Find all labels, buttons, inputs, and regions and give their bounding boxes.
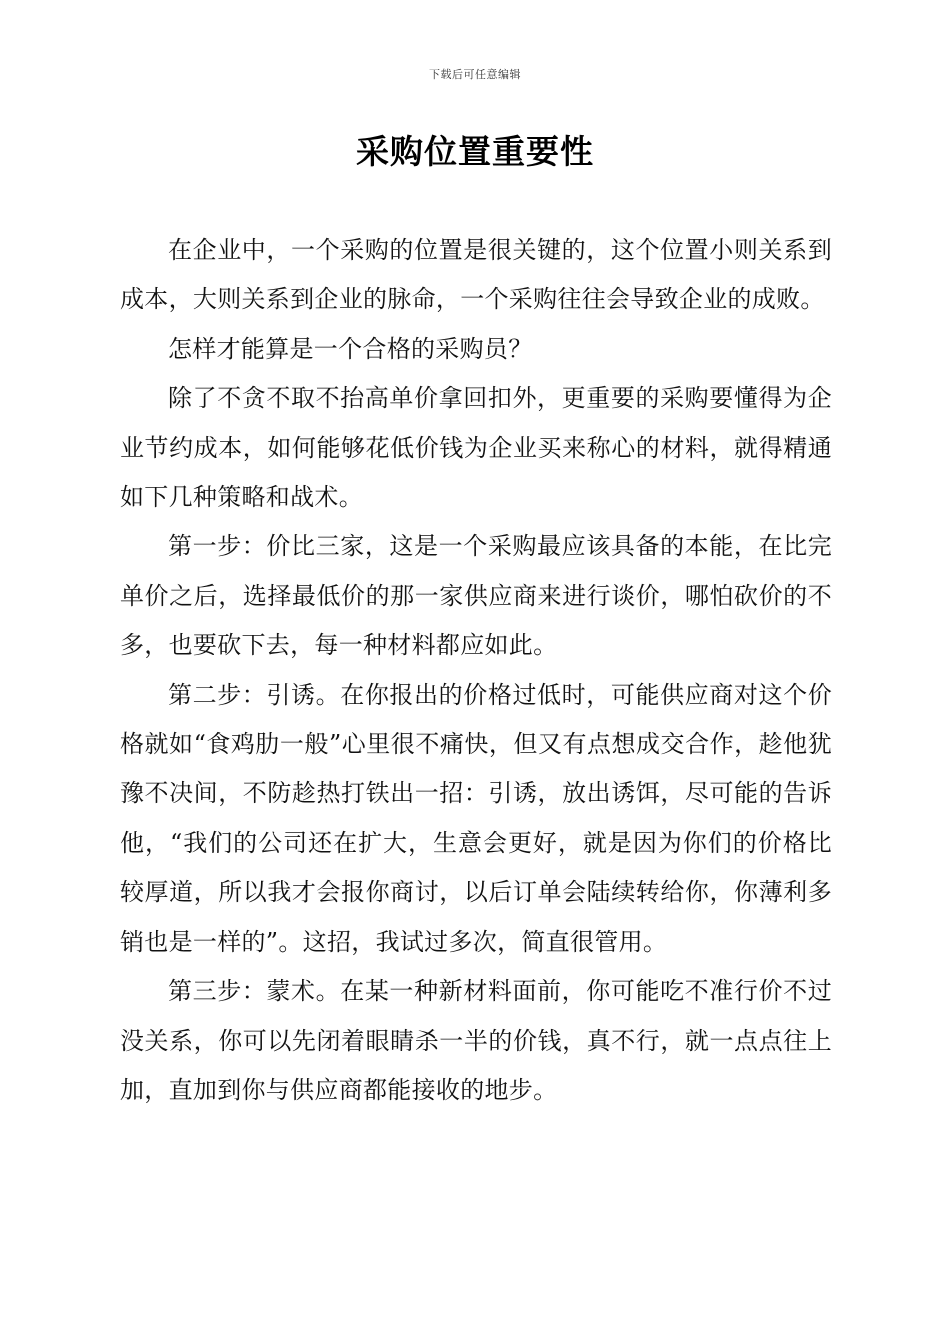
paragraph-step-two: 第二步：引诱。在你报出的价格过低时，可能供应商对这个价格就如“食鸡肋一般”心里很不痛快，但又有点想成交合作，趁他犹豫不决间，不防趁热打铁出一招：引诱，放出诱饵，尽可能的告诉他，“我们的公司还在扩大，生意会更好，就是因为你们的价格比较厚道，所以我才会报你商讨，以后订单会陆续转给你，你薄利多销也是一样的”。这招，我试过多次，简直很管用。 — [120, 680, 832, 956]
paragraph-step-three: 第三步：蒙术。在某一种新材料面前，你可能吃不准行价不过没关系，你可以先闭着眼睛杀一半的价钱，真不行，就一点点往上加，直加到你与供应商都能接收的地步。 — [120, 977, 832, 1104]
document-body — [120, 226, 832, 1115]
header-note: 下载后可任意编辑 — [429, 68, 521, 81]
paragraph-step-one: 第一步：价比三家，这是一个采购最应该具备的本能，在比完单价之后，选择最低价的那一家供应商来进行谈价，哪怕砍价的不多，也要砍下去，每一种材料都应如此。 — [120, 532, 832, 660]
paragraph-intro: 在企业中，一个采购的位置是很关键的，这个位置小则关系到成本，大则关系到企业的脉命，一个采购往往会导致企业的成败。 — [120, 236, 832, 314]
paragraph-question: 怎样才能算是一个合格的采购员？ — [168, 334, 533, 363]
paragraph-requirements: 除了不贪不取不抬高单价拿回扣外，更重要的采购要懂得为企业节约成本，如何能够花低价钱为企业买来称心的材料，就得精通如下几种策略和战术。 — [120, 384, 832, 512]
document-title: 采购位置重要性 — [356, 132, 594, 171]
